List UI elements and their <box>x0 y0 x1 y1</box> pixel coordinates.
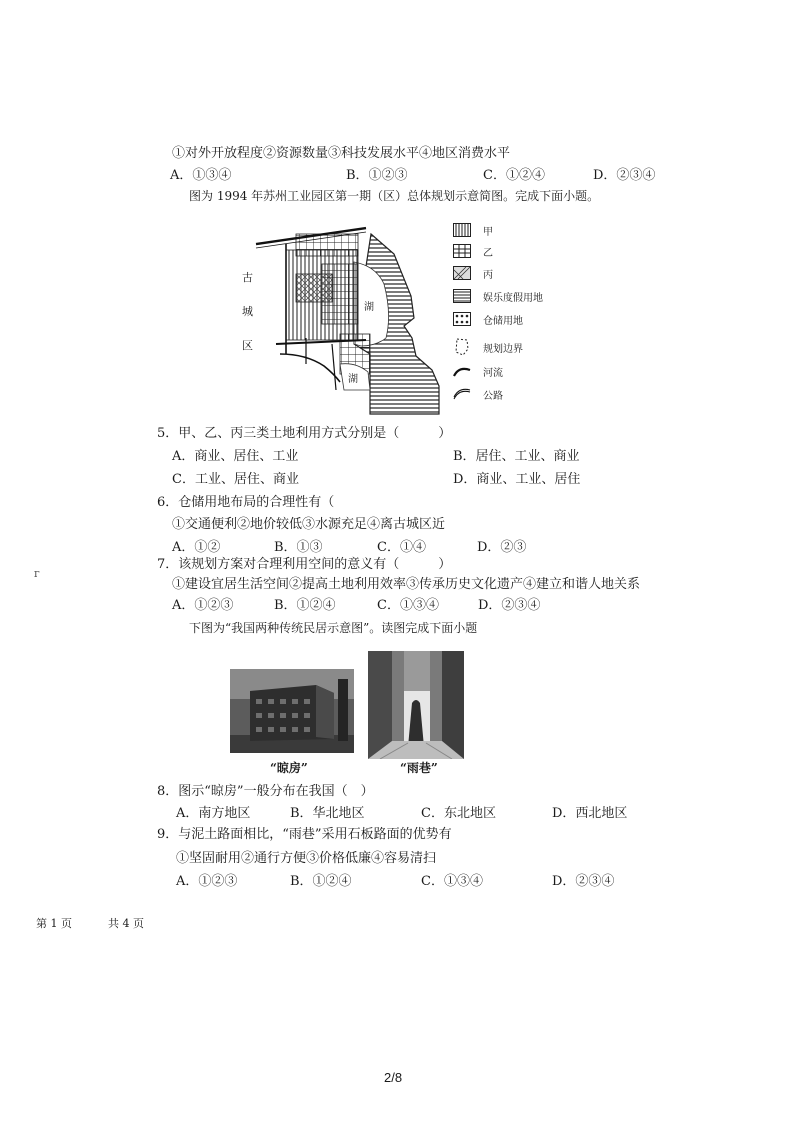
horizontal-lines-icon <box>453 289 471 303</box>
road-icon <box>453 387 471 401</box>
prev-choice-d: D．②③④ <box>593 168 656 183</box>
suzhou-park-map <box>236 214 441 416</box>
page-indicator: 2/8 <box>384 1070 403 1085</box>
legend-label: 乙 <box>483 247 493 259</box>
q9-choice-d: D．②③④ <box>552 874 615 889</box>
q5-choice-d: D．商业、工业、居住 <box>453 472 581 487</box>
old-city-label-3: 区 <box>242 339 253 352</box>
legend-jia <box>453 221 493 239</box>
legend-label: 甲 <box>483 226 493 238</box>
q9-choice-c: C．①③④ <box>421 874 483 889</box>
q5-choice-c: C．工业、居住、商业 <box>172 472 299 487</box>
q6-choice-b: B．①③ <box>274 540 323 555</box>
q9-stem: 9．与泥土路面相比，“雨巷”采用石板路面的优势有 <box>157 827 452 842</box>
legend-road <box>453 385 503 403</box>
photo-caption-left: “晾房” <box>270 761 308 775</box>
footer-page-number: 第 1 页 <box>36 917 72 930</box>
q8-choice-d: D．西北地区 <box>552 806 628 821</box>
q6-choice-a: A．①② <box>172 540 221 555</box>
prev-choice-a: A．①③④ <box>170 168 232 183</box>
legend-storage <box>453 310 523 328</box>
rain-alley-photo <box>368 651 464 759</box>
q8-stem: 8．图示“晾房”一般分布在我国（ ） <box>157 784 374 799</box>
photo-intro: 下图为“我国两种传统民居示意图”。读图完成下面小题 <box>189 621 478 635</box>
lake-label-bottom: 湖 <box>348 374 358 385</box>
grid-icon <box>453 244 471 258</box>
q7-choice-a: A．①②③ <box>172 598 234 613</box>
river-icon <box>453 364 471 378</box>
q7-choice-c: C．①③④ <box>377 598 439 613</box>
legend-yi <box>453 242 493 260</box>
footer-total-pages: 共 4 页 <box>108 917 144 930</box>
q7-options-line: ①建设宜居生活空间②提高土地利用效率③传承历史文化遗产④建立和谐人地关系 <box>172 577 641 592</box>
dashed-boundary-icon <box>453 337 471 357</box>
q9-choice-a: A．①②③ <box>176 874 238 889</box>
q6-choice-c: C．①④ <box>377 540 426 555</box>
q8-choice-b: B．华北地区 <box>290 806 365 821</box>
q9-options-line: ①坚固耐用②通行方便③价格低廉④容易清扫 <box>176 851 437 866</box>
q6-choice-d: D．②③ <box>477 540 527 555</box>
q7-stem: 7．该规划方案对合理利用空间的意义有（ ） <box>157 557 452 572</box>
legend-label: 规划边界 <box>483 343 523 355</box>
q7-choice-d: D．②③④ <box>478 598 541 613</box>
prev-options-line: ①对外开放程度②资源数量③科技发展水平④地区消费水平 <box>172 146 511 161</box>
q8-choice-c: C．东北地区 <box>421 806 496 821</box>
old-city-label-1: 古 <box>242 271 253 284</box>
drying-house-photo <box>230 669 354 753</box>
q6-options-line: ①交通便利②地价较低③水源充足④离古城区近 <box>172 517 446 532</box>
legend-recreation <box>453 287 543 305</box>
q7-choice-b: B．①②④ <box>274 598 336 613</box>
q6-stem: 6．仓储用地布局的合理性有（ <box>157 495 335 510</box>
legend-label: 娱乐度假用地 <box>483 292 543 304</box>
q5-choice-b: B．居住、工业、商业 <box>453 449 580 464</box>
photo-caption-right: “雨巷” <box>400 761 438 775</box>
q8-choice-a: A．南方地区 <box>176 806 251 821</box>
q9-choice-b: B．①②④ <box>290 874 352 889</box>
dotted-grid-icon <box>453 312 471 326</box>
legend-river <box>453 362 503 380</box>
q5-stem: 5．甲、乙、丙三类土地利用方式分别是（ ） <box>157 426 452 441</box>
q5-choice-a: A．商业、居住、工业 <box>172 449 299 464</box>
legend-label: 丙 <box>483 269 493 281</box>
legend-label: 仓储用地 <box>483 315 523 327</box>
margin-mark: г <box>34 567 40 580</box>
lake-label-top: 湖 <box>364 302 374 313</box>
prev-choice-b: B．①②③ <box>346 168 408 183</box>
legend-label: 公路 <box>483 390 503 402</box>
legend-boundary <box>453 336 523 358</box>
legend-label: 河流 <box>483 367 503 379</box>
mixed-pattern-icon <box>453 266 471 280</box>
legend-bing <box>453 264 493 282</box>
old-city-label-2: 城 <box>242 305 253 318</box>
prev-choice-c: C．①②④ <box>483 168 545 183</box>
map-intro: 图为 1994 年苏州工业园区第一期（区）总体规划示意简图。完成下面小题。 <box>189 189 600 203</box>
hatched-vertical-icon <box>453 223 471 237</box>
